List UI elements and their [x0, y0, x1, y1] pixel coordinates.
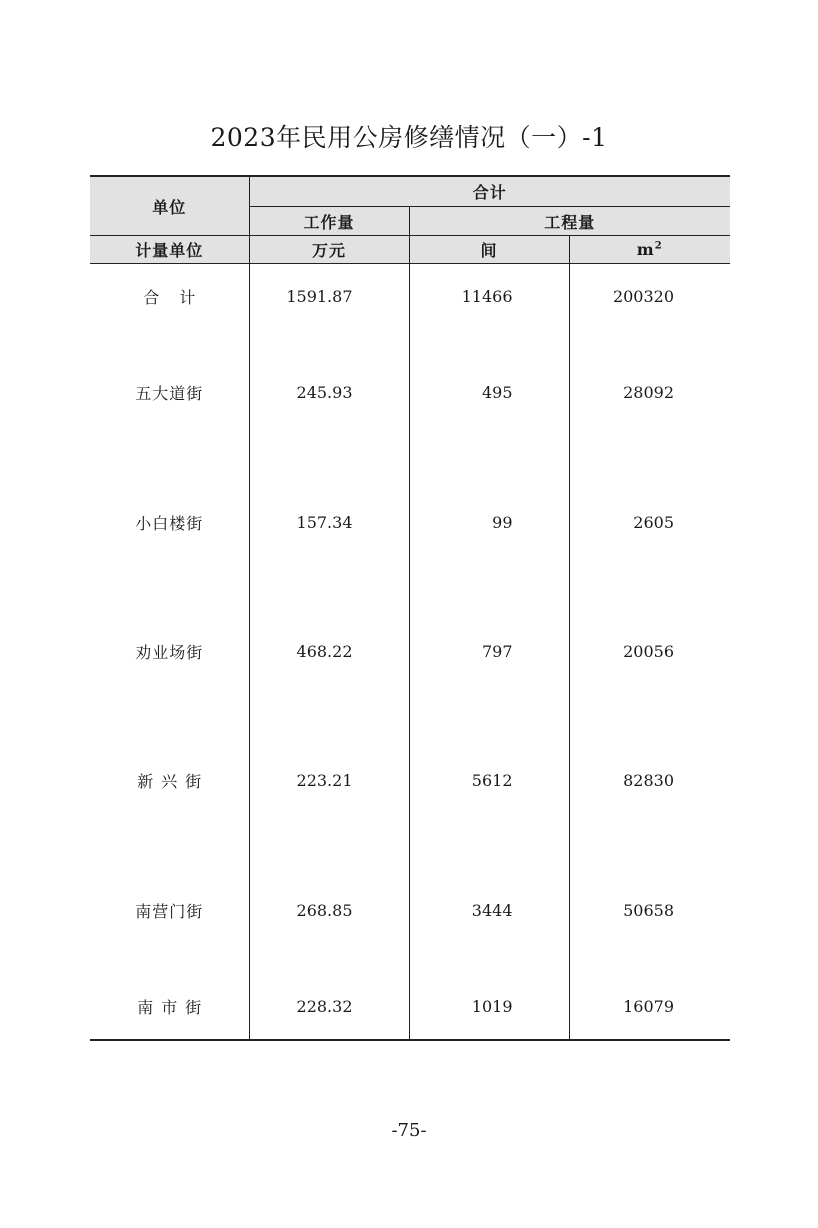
- header-unit: 单位: [90, 176, 249, 236]
- page-number: -75-: [391, 1120, 427, 1141]
- row-area: 200320: [612, 286, 675, 306]
- row-rooms: 797: [409, 587, 569, 716]
- row-name: 劝业场街: [90, 587, 249, 716]
- table-row: [90, 587, 730, 716]
- page-title: 2023年民用公房修缮情况（一）-1: [210, 123, 608, 152]
- row-area: 2605: [633, 512, 675, 532]
- row-area: 16079: [569, 975, 730, 1040]
- row-area: 50658: [623, 900, 675, 920]
- header-engineering: 工程量: [409, 207, 730, 236]
- unit-m-text: m: [636, 240, 655, 259]
- header-unit-wanyuan: 万元: [249, 236, 409, 264]
- row-rooms: 3444: [409, 846, 569, 975]
- header-workload: 工作量: [249, 207, 409, 236]
- row-workload: 1591.87: [249, 264, 409, 329]
- row-workload: 245.93: [249, 328, 409, 457]
- table-row: [90, 457, 730, 586]
- row-area: 20056: [623, 641, 675, 661]
- header-measure-unit: 计量单位: [90, 236, 249, 264]
- table-row: [90, 846, 730, 975]
- row-workload: 223.21: [249, 716, 409, 845]
- header-unit-area: [569, 236, 730, 264]
- table-row: [90, 328, 730, 457]
- row-rooms: 11466: [409, 264, 569, 329]
- row-area: 28092: [623, 383, 675, 403]
- header-total: 合计: [249, 176, 730, 207]
- row-name: 新兴街: [90, 716, 249, 845]
- table-row: [90, 975, 730, 1040]
- row-name: 小白楼街: [90, 457, 249, 586]
- row-workload: 468.22: [249, 587, 409, 716]
- row-rooms: 1019: [409, 975, 569, 1040]
- table-row: [90, 264, 730, 329]
- row-workload: 157.34: [249, 457, 409, 586]
- header-unit-jian: 间: [409, 236, 569, 264]
- row-name: 南营门街: [90, 846, 249, 975]
- row-workload: 228.32: [249, 975, 409, 1040]
- row-area: 82830: [623, 771, 675, 791]
- row-name: 合计: [90, 264, 249, 329]
- row-rooms: 5612: [409, 716, 569, 845]
- row-workload: 268.85: [249, 846, 409, 975]
- statistics-table: [90, 175, 730, 1041]
- row-rooms: 99: [409, 457, 569, 586]
- table-row: [90, 716, 730, 845]
- row-name: 五大道街: [90, 328, 249, 457]
- unit-m-superscript: 2: [654, 240, 663, 252]
- row-rooms: 495: [409, 328, 569, 457]
- row-name: 南市街: [90, 975, 249, 1040]
